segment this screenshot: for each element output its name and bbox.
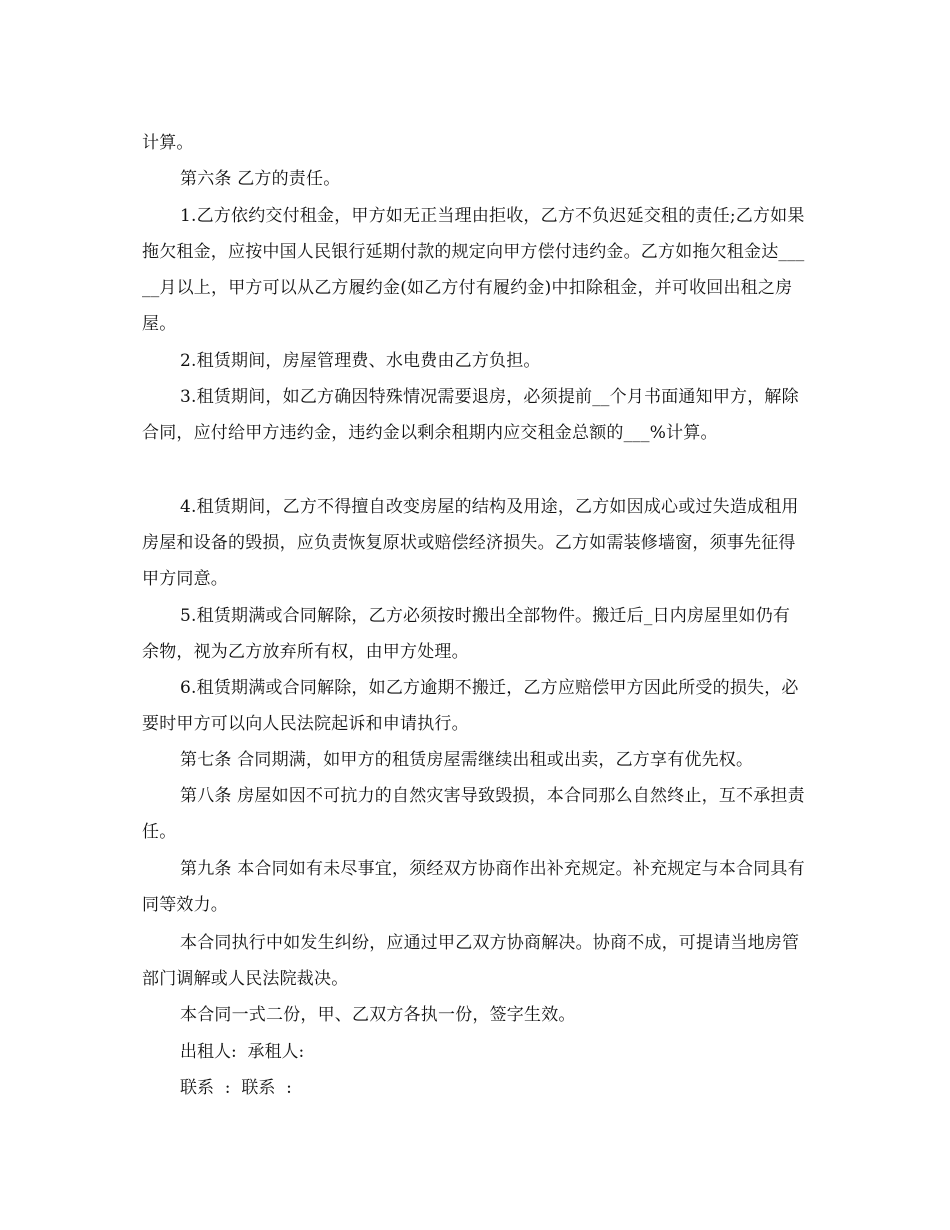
article-6-title: 第六条 乙方的责任。: [180, 169, 341, 189]
article-6-item-2: 2.租赁期间，房屋管理费、水电费由乙方负担。: [180, 351, 541, 371]
article-6-item-1: 1.乙方依约交付租金，甲方如无正当理由拒收，乙方不负迟延交租的责任;乙方如果拖欠租金，应按中国人民银行延期付款的规定向甲方偿付违约金。乙方如拖欠租金达_____月以上，甲方可以从乙方履约金(如乙方付有履约金)中扣除租金，并可收回出租之房屋。: [142, 206, 805, 334]
article-6-item-5: 5.租赁期满或合同解除，乙方必须按时搬出全部物件。搬迁后_日内房屋里如仍有余物，视为乙方放弃所有权，由甲方处理。: [142, 606, 791, 662]
article-9: 第九条 本合同如有未尽事宜，须经双方协商作出补充规定。补充规定与本合同具有同等效力。: [142, 859, 805, 915]
paragraph-continuation: 计算。: [142, 133, 194, 153]
article-6-item-4: 4.租赁期间，乙方不得擅自改变房屋的结构及用途，乙方如因成心或过失造成租用房屋和设备的毁损，应负责恢复原状或赔偿经济损失。乙方如需装修墙窗，须事先征得甲方同意。: [142, 497, 799, 589]
article-7: 第七条 合同期满，如甲方的租赁房屋需继续出租或出卖，乙方享有优先权。: [180, 750, 754, 770]
dispute-clause: 本合同执行中如发生纠纷，应通过甲乙双方协商解决。协商不成，可提请当地房管部门调解或人民法院裁决。: [142, 933, 800, 989]
contact-line: 联系 : 联系 :: [180, 1078, 292, 1098]
signature-parties: 出租人: 承租人:: [180, 1042, 305, 1062]
article-8: 第八条 房屋如因不可抗力的自然灾害导致毁损，本合同那么自然终止，互不承担责任。: [142, 786, 805, 842]
copies-clause: 本合同一式二份，甲、乙双方各执一份，签字生效。: [180, 1005, 576, 1025]
article-6-item-3: 3.租赁期间，如乙方确因特殊情况需要退房，必须提前__个月书面通知甲方，解除合同，应付给甲方违约金，违约金以剩余租期内应交租金总额的___%计算。: [142, 387, 799, 443]
article-6-item-6: 6.租赁期满或合同解除，如乙方逾期不搬迁，乙方应赔偿甲方因此所受的损失，必要时甲方可以向人民法院起诉和申请执行。: [142, 678, 799, 734]
